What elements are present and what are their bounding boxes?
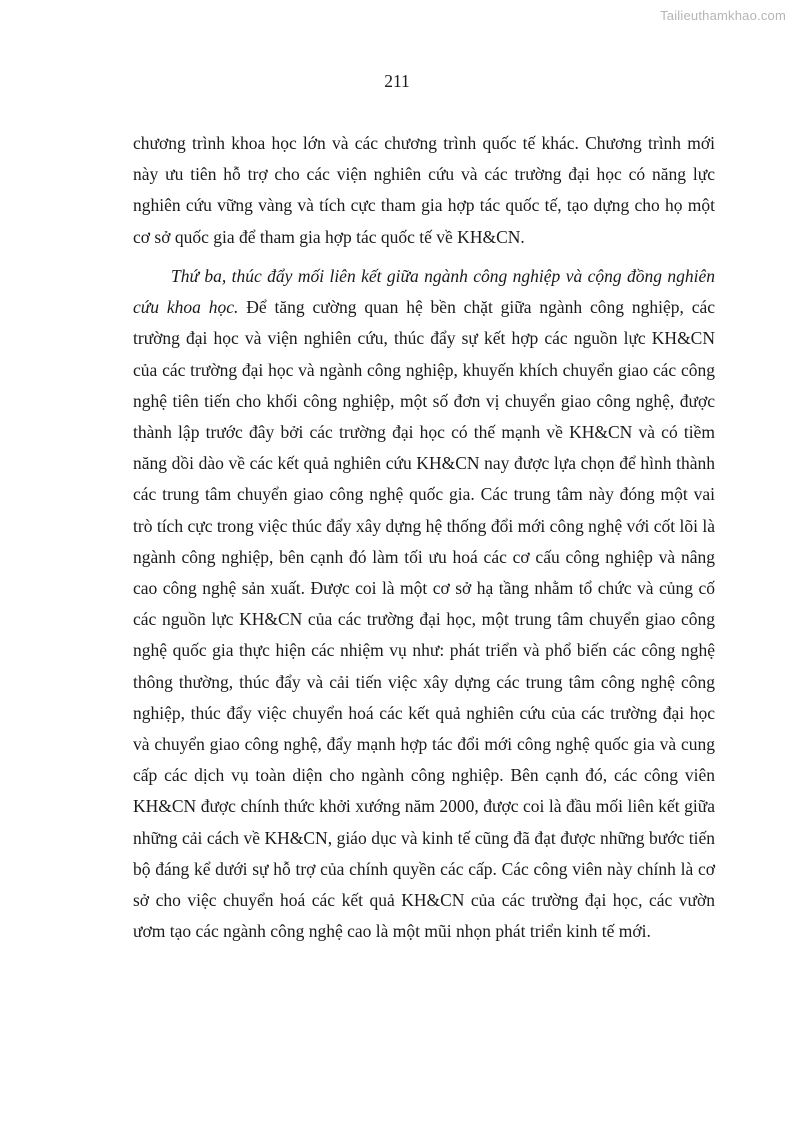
paragraph-1-text: chương trình khoa học lớn và các chương trình quốc tế khác. Chương trình mới này ưu tiên hỗ trợ cho các viện nghiên cứu và các trường đại học có năng lực nghiên cứu vững vàng và tích cực tham gia hợp tác quốc tế, tạo dựng cho họ một cơ sở quốc gia để tham gia hợp tác quốc tế về KH&CN.	[133, 133, 715, 247]
page-number: 211	[384, 71, 410, 91]
paragraph-continuation	[133, 128, 715, 253]
paragraph-2-text	[133, 261, 715, 947]
paragraph-third-point	[133, 261, 715, 947]
paragraph-2-body: Để tăng cường quan hệ bền chặt giữa ngành công nghiệp, các trường đại học và viện nghiên cứu, thúc đẩy sự kết hợp các nguồn lực KH&CN của các trường đại học và ngành công nghiệp, khuyến khích chuyển giao các công nghệ tiên tiến cho khối công nghiệp, một số đơn vị chuyển giao công nghệ, được thành lập trước đây bởi các trường đại học có thế mạnh về KH&CN và có tiềm năng dồi dào về các kết quả nghiên cứu KH&CN nay được lựa chọn để hình thành các trung tâm chuyển giao công nghệ quốc gia. Các trung tâm này đóng một vai trò tích cực trong việc thúc đẩy xây dựng hệ thống đổi mới công nghệ với cốt lõi là ngành công nghiệp, bên cạnh đó làm tối ưu hoá các cơ cấu công nghiệp và nâng cao công nghệ sản xuất. Được coi là một cơ sở hạ tầng nhằm tổ chức và củng cố các nguồn lực KH&CN của các trường đại học, một trung tâm chuyển giao công nghệ quốc gia thực hiện các nhiệm vụ như: phát triển và phổ biến các công nghệ thông thường, thúc đẩy và cải tiến việc xây dựng các trung tâm công nghệ công nghiệp, thúc đẩy việc chuyển hoá các kết quả nghiên cứu của các trường đại học và chuyển giao công nghệ, đẩy mạnh hợp tác đổi mới công nghệ quốc gia và cung cấp các dịch vụ toàn diện cho ngành công nghiệp. Bên cạnh đó, các công viên KH&CN được chính thức khởi xướng năm 2000, được coi là đầu mối liên kết giữa những cải cách về KH&CN, giáo dục và kinh tế cũng đã đạt được những bước tiến bộ đáng kể dưới sự hỗ trợ của chính quyền các cấp. Các công viên này chính là cơ sở cho việc chuyển hoá các kết quả KH&CN của các trường đại học, các vườn ươm tạo các ngành công nghệ cao là một mũi nhọn phát triển kinh tế mới.	[133, 297, 715, 942]
watermark: Tailieuthamkhao.com	[660, 8, 786, 23]
paragraph-2-heading: Thứ ba, thúc đẩy mối liên kết giữa ngành công nghiệp và cộng đồng nghiên cứu khoa học.	[133, 266, 715, 318]
